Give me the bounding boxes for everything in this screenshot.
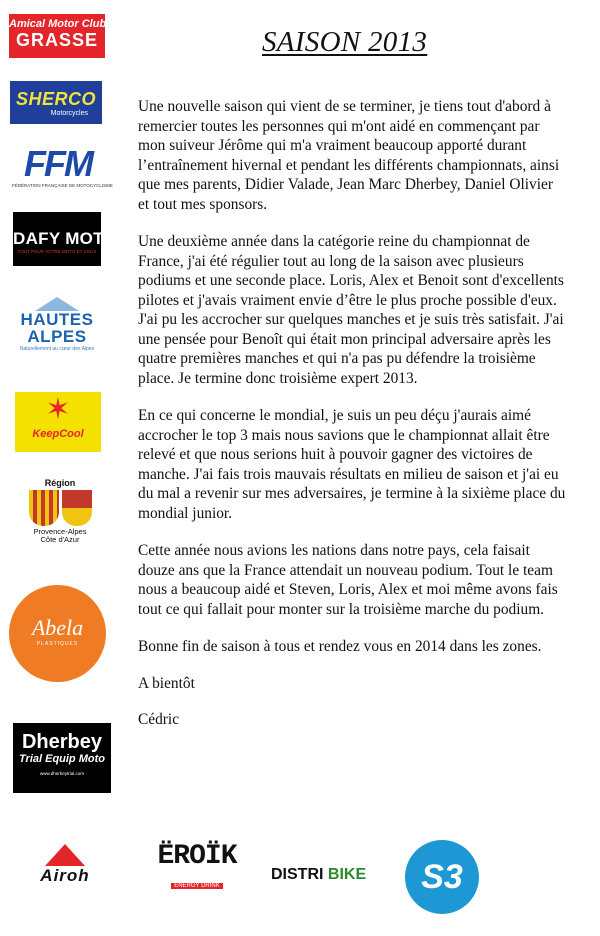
logo-text: Airoh	[40, 866, 90, 885]
logo-text: www.dherbeytrial.com	[39, 771, 84, 776]
logo-text: DISTRI	[271, 866, 324, 883]
text-line: accrocher le top 3 mais nous savions que le championnat allait être	[138, 426, 550, 444]
text-line: remercier toutes les personnes qui m'ont aidé en commençant par	[138, 117, 540, 135]
logo-text: Abela	[31, 615, 84, 640]
logo-text: KeepCool	[32, 428, 84, 440]
airoh-mark-icon	[45, 844, 85, 866]
region-paca-logo	[18, 478, 102, 562]
amical-moto-club-grasse-logo	[9, 14, 105, 58]
text-line: J'ai pu les accrocher sur quelques manches et je suis très satisfait. J'ai	[138, 311, 564, 328]
logo-text: ALPES	[27, 327, 87, 346]
logo-text: HAUTES	[20, 310, 94, 329]
coat-of-arms-icon	[18, 490, 102, 526]
text-line: douze ans que la France attendait un nouveau podium. Tout le team	[138, 561, 553, 579]
text-line: mon suiveur Jérôme qui m'a vraiment beaucoup apporté durant	[138, 137, 527, 154]
text-line: mondial junior.	[138, 504, 233, 522]
figure-icon: ✶	[45, 393, 71, 426]
text-line: du mal a revenir sur mes adversaires, je termine à la sixième place du	[138, 485, 566, 502]
keepcool-logo	[15, 392, 101, 452]
logo-text: ENERGY DRINK	[171, 883, 223, 889]
logo-text: Région	[44, 478, 76, 488]
dafy-moto-logo	[13, 212, 118, 266]
paragraph-closing: Bonne fin de saison à tous et rendez vous en 2014 dans les zones.	[138, 638, 542, 655]
abela-logo	[9, 585, 110, 683]
text-line: Cette année nous avions les nations dans notre pays, cela faisait	[138, 542, 530, 559]
text-line: nous a beaucoup aidé et Steven, Loris, Alex et moi même avons fais	[138, 581, 558, 598]
distri-bike-logo	[271, 866, 383, 888]
paragraph-nations	[138, 541, 600, 619]
ffm-logo	[12, 143, 113, 193]
logo-text: FÉDÉRATION FRANÇAISE DE MOTOCYCLISME	[12, 183, 113, 188]
logo-text: TOUT POUR VOTRE MOTO ET VOUS	[17, 249, 97, 254]
paragraph-france-championship	[138, 232, 600, 388]
logo-text: Amical Motor Club	[9, 18, 107, 30]
logo-text: PLASTIQUES	[36, 641, 79, 647]
text-line: et tout mes sponsors.	[138, 195, 268, 213]
dherbey-trial-equip-logo	[13, 723, 111, 793]
hautes-alpes-logo	[17, 297, 97, 359]
text-line: En ce qui concerne le mondial, je suis un peu déçu j'aurais aimé	[138, 407, 531, 424]
signature: Cédric	[138, 711, 180, 728]
text-line: tout ce qui fallait pour monter sur la troisième marche du podium.	[138, 600, 545, 618]
logo-text: Motorcycles	[50, 110, 88, 117]
text-line: relevé et que nous serions huit à pouvoir gagner des victoires de	[138, 446, 533, 463]
text-line: France, j'ai été régulier tout au long de la saison avec plusieurs	[138, 252, 524, 270]
letter-body	[138, 97, 600, 747]
sherco-logo	[10, 81, 102, 124]
logo-text: S3	[405, 840, 479, 914]
eroik-logo	[148, 840, 246, 902]
text-line: pilotes et j'avais vraiment envie d’être le plus proche possible d'eux.	[138, 291, 557, 309]
paragraph-thanks	[138, 97, 600, 214]
logo-text: GRASSE	[15, 30, 99, 50]
text-line: que mes parents, Didier Valade, Jean Marc Dherbey, Daniel Olivier	[138, 176, 553, 193]
farewell: A bientôt	[138, 674, 195, 692]
logo-text: Trial Equip Moto	[19, 753, 105, 765]
logo-text: Naturellement au cœur des Alpes	[19, 346, 95, 352]
logo-text: SHERCO	[15, 89, 96, 109]
text-line: manche. J'ai fais trois mauvais résultats en milieu de saison et j'ai eu	[138, 465, 559, 483]
logo-text: FFM	[24, 143, 92, 184]
text-line: place. Je termine donc troisième expert 2013.	[138, 369, 418, 387]
text-line: podiums et une seconde place. Loris, Alex et Benoit sont d'excellents	[138, 272, 564, 289]
text-line: Une deuxième année dans la catégorie reine du championnat de	[138, 233, 530, 250]
page-title: SAISON 2013	[262, 26, 428, 58]
logo-text: Dherbey	[21, 731, 103, 753]
text-line: quatre premières manches et qui n'a pas pu défendre la troisième	[138, 350, 536, 367]
text-line: l’entraînement hivernal et pendant les différents championnats, ainsi	[138, 156, 560, 174]
paragraph-world-championship	[138, 406, 600, 523]
text-line: Une nouvelle saison qui vient de se terminer, je tiens tout d'abord à	[138, 98, 551, 115]
logo-text: Côte d'Azur	[40, 535, 80, 544]
logo-text: DAFY MOTO	[13, 229, 118, 248]
logo-text: Provence-Alpes	[33, 527, 87, 536]
airoh-logo	[21, 844, 109, 892]
s3-logo	[405, 840, 487, 920]
logo-text: ËROÏK	[157, 841, 237, 872]
mountain-icon	[35, 297, 79, 311]
text-line: une pensée pour Benoît qui était mon principal adversaire après les	[138, 330, 551, 348]
logo-text: BIKE	[327, 866, 367, 883]
